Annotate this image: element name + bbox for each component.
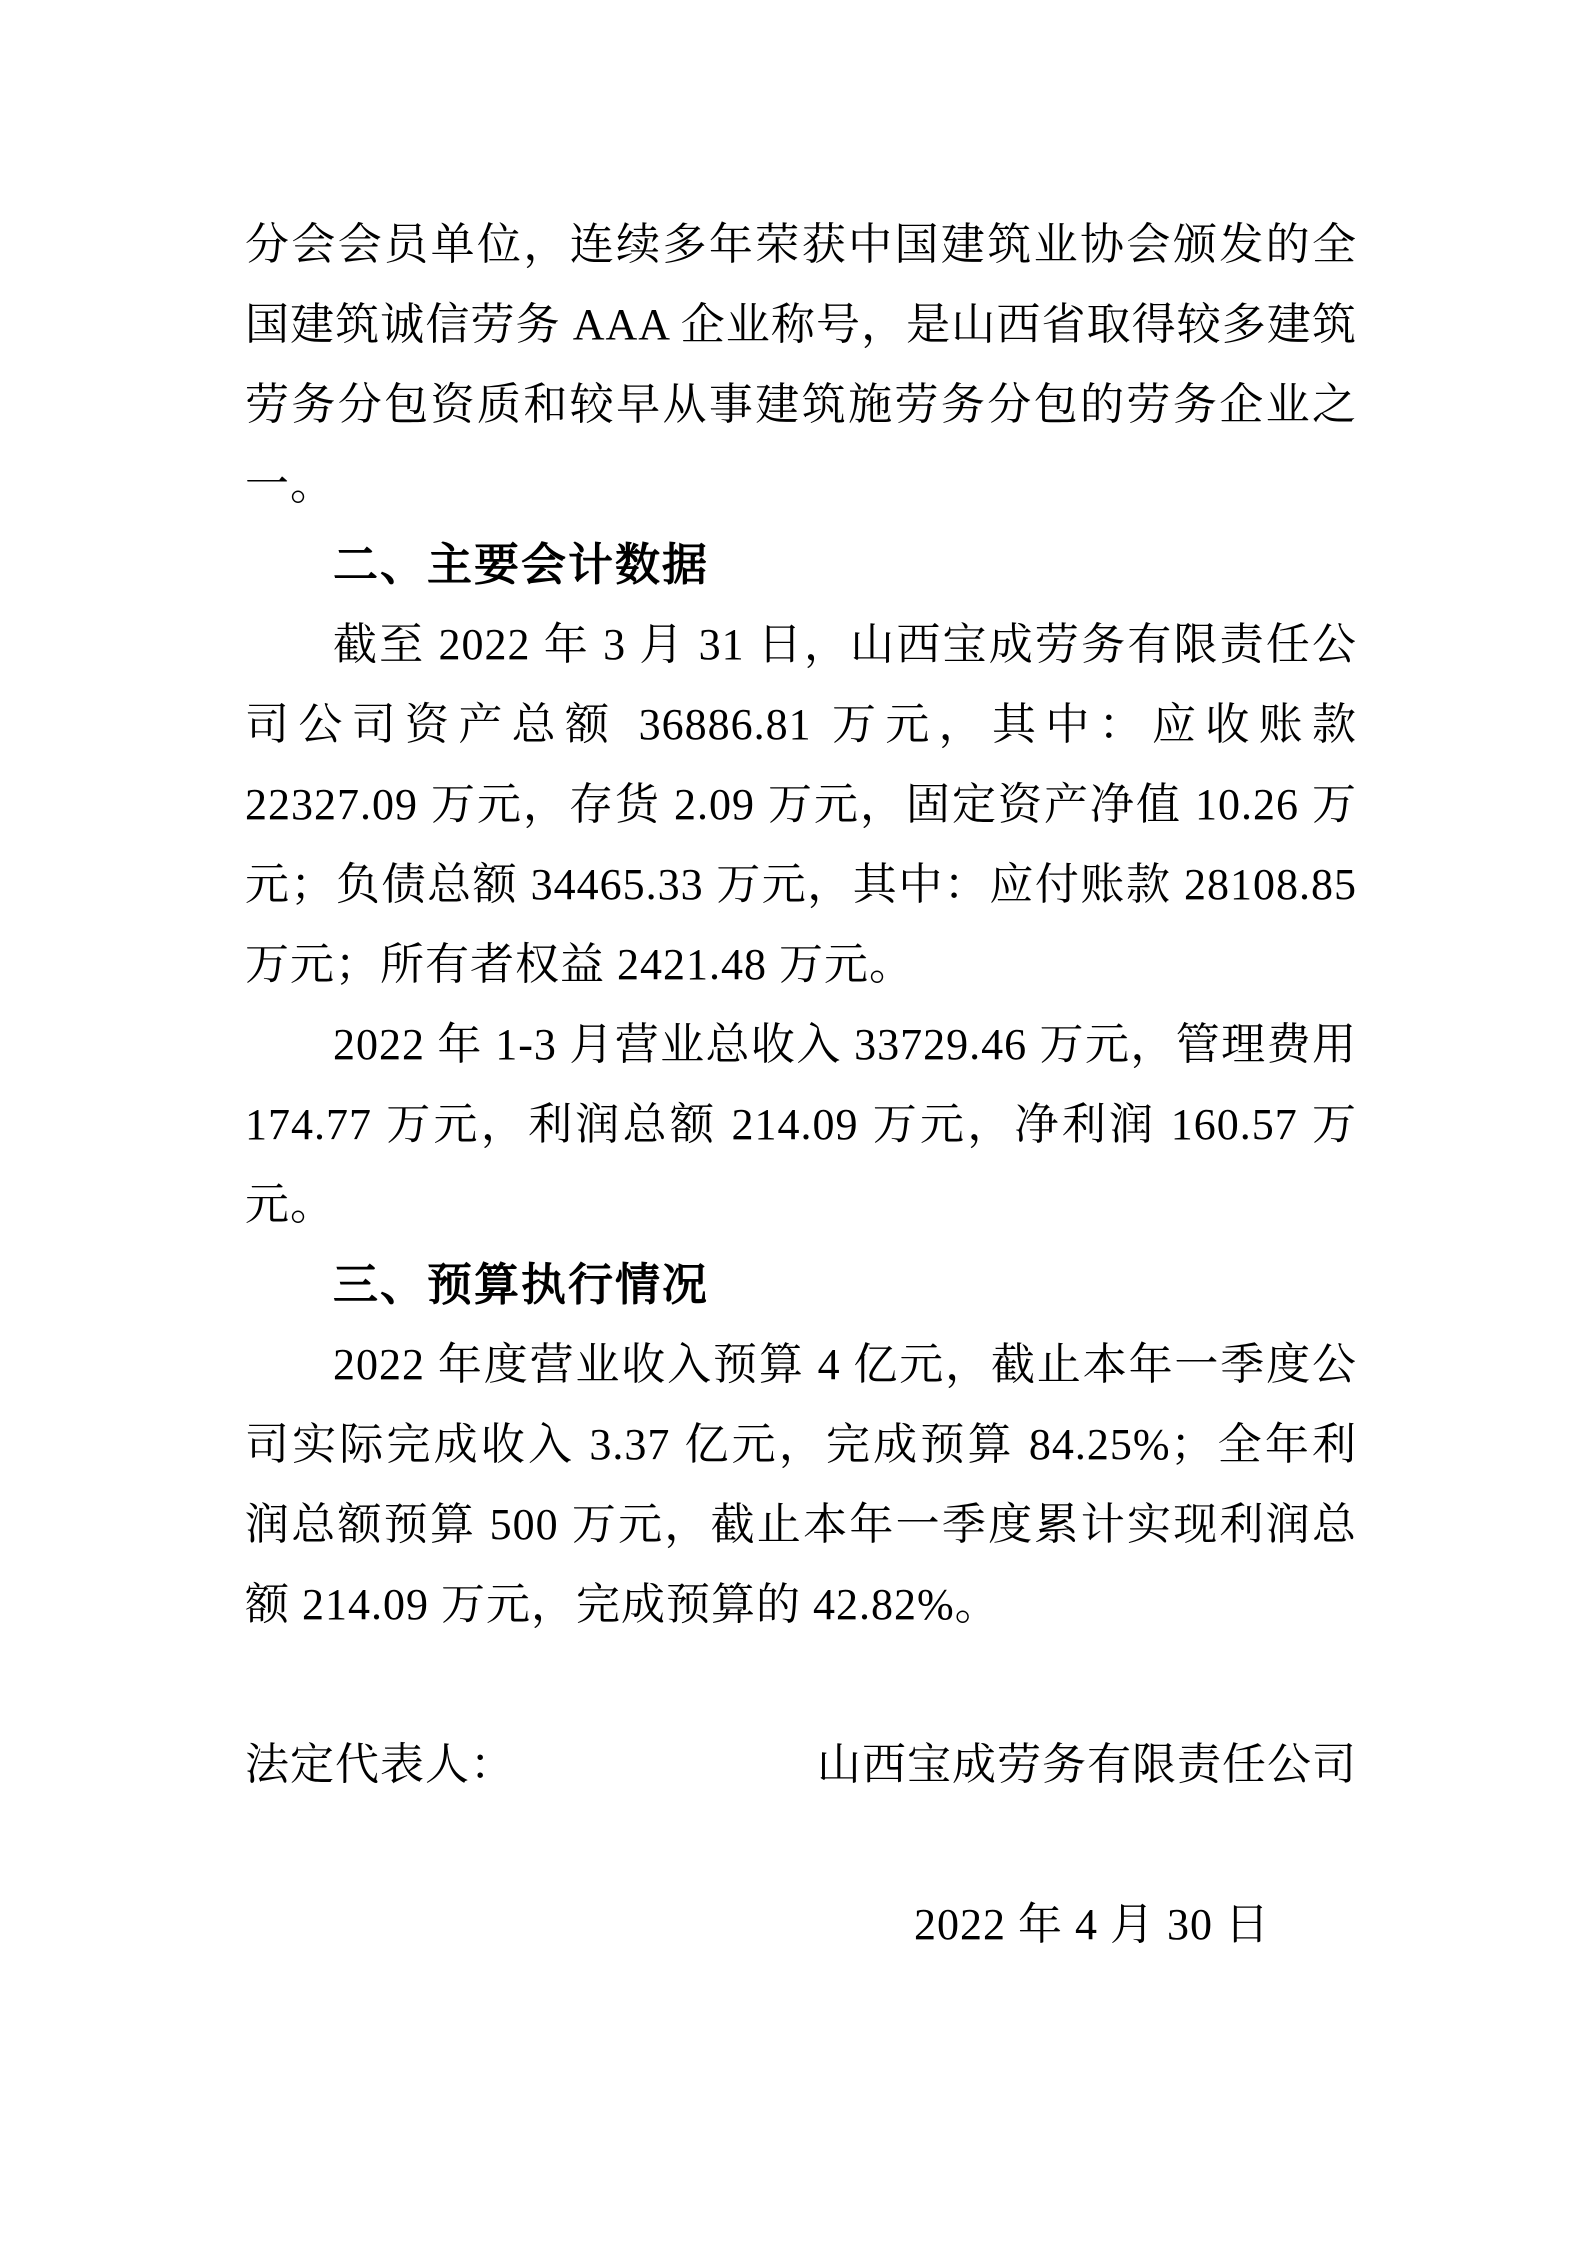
section2-paragraph-revenue: 2022 年 1-3 月营业总收入 33729.46 万元，管理费用 174.77 万元，利润总额 214.09 万元，净利润 160.57 万元。 [245, 1020, 1357, 1229]
section3-heading: 三、预算执行情况 [333, 1259, 710, 1310]
intro-paragraph: 分会会员单位，连续多年荣获中国建筑业协会颁发的全国建筑诚信劳务 AAA 企业称号，是山西省取得较多建筑劳务分包资质和较早从事建筑施劳务分包的劳务企业之一。 [245, 220, 1357, 509]
section2-paragraph-accounting-data: 截至 2022 年 3 月 31 日，山西宝成劳务有限责任公司公司资产总额 36886.81 万元，其中：应收账款 22327.09 万元，存货 2.09 万元，固定资产净值 10.26 万元；负债总额 34465.33 万元，其中：应付账款 28108.85 万元；所有者权益 2421.48 万元。 [245, 620, 1357, 989]
company-name: 山西宝成劳务有限责任公司 [817, 1740, 1357, 1789]
signature-date: 2022 年 4 月 30 日 [914, 1900, 1270, 1949]
signature-row [245, 1725, 1357, 1805]
section2-heading: 二、主要会计数据 [333, 539, 710, 590]
legal-representative-label: 法定代表人： [245, 1740, 515, 1789]
date-row [245, 1885, 1357, 1965]
section3-paragraph-budget: 2022 年度营业收入预算 4 亿元，截止本年一季度公司实际完成收入 3.37 亿元，完成预算 84.25%；全年利润总额预算 500 万元，截止本年一季度累计实现利润总额 214.09 万元，完成预算的 42.82%。 [245, 1340, 1357, 1629]
